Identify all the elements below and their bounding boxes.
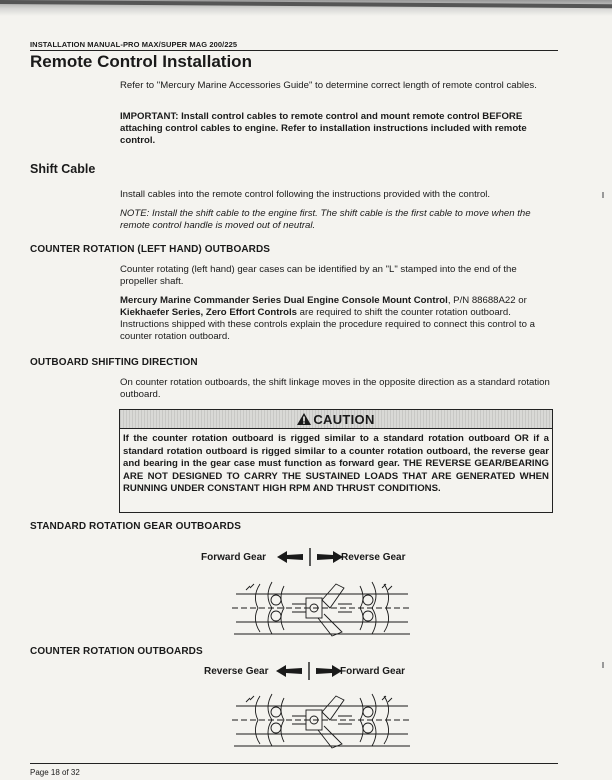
counter-rotation-outboards-heading: COUNTER ROTATION OUTBOARDS	[30, 646, 203, 657]
shifting-direction-heading: OUTBOARD SHIFTING DIRECTION	[30, 357, 198, 368]
page-title: Remote Control Installation	[30, 52, 252, 71]
standard-forward-gear-label: Forward Gear	[201, 552, 267, 563]
scan-top-shadow	[0, 0, 612, 16]
standard-reverse-gear-label: Reverse Gear	[341, 552, 406, 563]
counter-rotation-control-text	[120, 295, 556, 343]
intro-refer-text: Refer to "Mercury Marine Accessories Guide" to determine correct length of remote control cables.	[120, 80, 537, 91]
caution-box	[119, 409, 553, 513]
scan-edge-mark	[602, 662, 604, 668]
part-number-text: , P/N 88688A22 or	[447, 295, 527, 306]
commander-series-name: Mercury Marine Commander Series Dual Engine Console Mount Control	[120, 295, 448, 306]
standard-gear-assembly-icon	[232, 578, 412, 640]
standard-shift-arrows-icon	[277, 548, 343, 566]
counter-rotation-heading: COUNTER ROTATION (LEFT HAND) OUTBOARDS	[30, 244, 271, 255]
counter-reverse-gear-label: Reverse Gear	[204, 666, 269, 677]
counter-forward-gear-label: Forward Gear	[340, 666, 406, 677]
page-number: Page 18 of 32	[30, 768, 80, 777]
important-notice: IMPORTANT: Install control cables to remote control and mount remote control BEFORE attaching control cables to engine. Refer to installation instructions included with remote control.	[120, 111, 527, 146]
standard-rotation-heading: STANDARD ROTATION GEAR OUTBOARDS	[30, 521, 241, 532]
counter-shift-arrows-icon	[276, 662, 342, 680]
warning-triangle-icon	[297, 413, 311, 425]
shift-cable-note: NOTE: Install the shift cable to the engine first. The shift cable is the first cable to move when the remote control handle is moved out of neutral.	[120, 208, 531, 231]
running-header: INSTALLATION MANUAL-PRO MAX/SUPER MAG 200/225	[30, 40, 238, 49]
scan-edge-mark	[602, 192, 604, 198]
caution-banner	[120, 410, 552, 429]
counter-gear-assembly-icon	[232, 690, 412, 752]
counter-rotation-tail-text: are required to shift the counter rotation outboard. Instructions shipped with these controls explain the procedure required to connect this control to a counter rotation outboard.	[120, 307, 535, 342]
caution-text: If the counter rotation outboard is rigged similar to a standard rotation outboard OR if a standard rotation outboard is rigged similar to a counter rotation outboard, the reverse gear and bearing in the gear case must function as forward gear. THE REVERSE GEAR/BEARING ARE NOT DESIGNED TO CARRY THE SUSTAINED LOADS THAT ARE GENERATED WHEN RUNNING UNDER CONSTANT HIGH RPM AND THRUST CONDITIONS.	[123, 433, 549, 494]
footer-rule	[30, 763, 558, 764]
shifting-direction-text: On counter rotation outboards, the shift linkage moves in the opposite direction as a standard rotation outboard.	[120, 377, 550, 400]
shift-cable-heading: Shift Cable	[30, 162, 96, 176]
counter-rotation-text: Counter rotating (left hand) gear cases can be identified by an "L" stamped into the end of the propeller shaft.	[120, 264, 517, 287]
kiekhaefer-series-name: Kiekhaefer Series, Zero Effort Controls	[120, 307, 297, 318]
caution-title: CAUTION	[313, 411, 375, 427]
shift-cable-text: Install cables into the remote control following the instructions provided with the control.	[120, 189, 491, 200]
header-rule	[30, 50, 558, 51]
